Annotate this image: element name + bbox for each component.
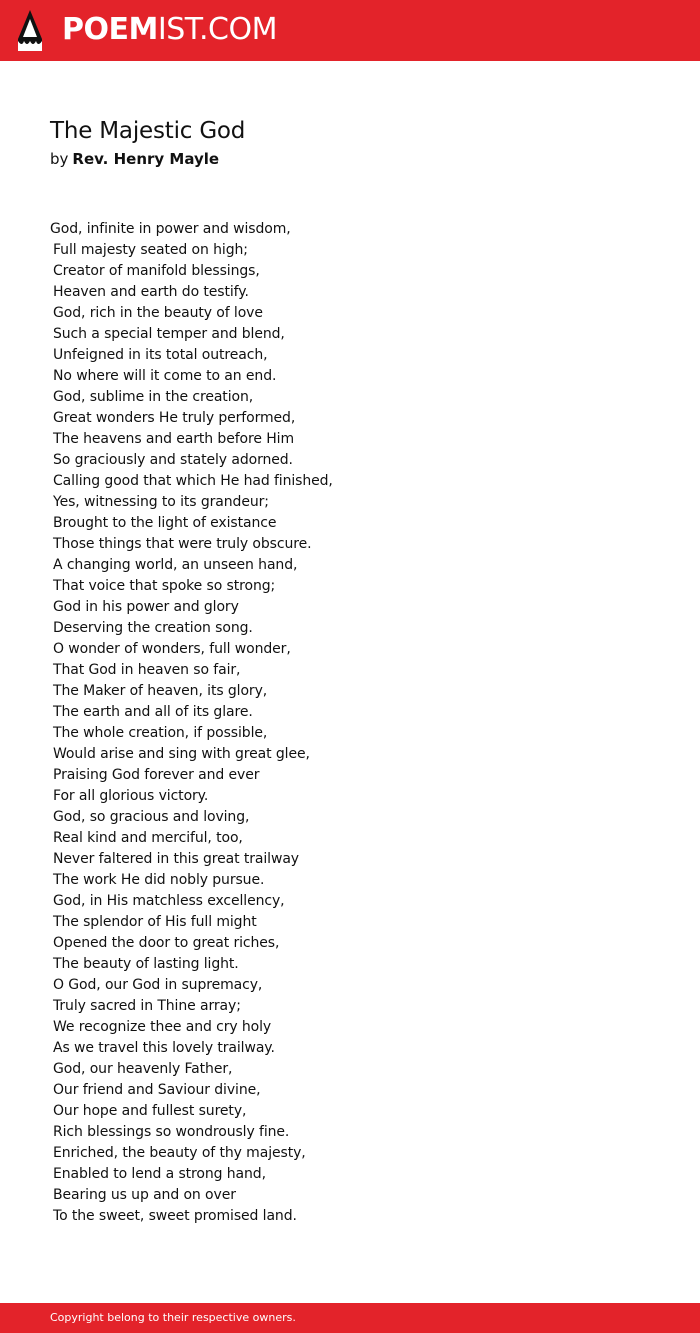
poem-line: Praising God forever and ever — [53, 767, 260, 783]
poem-line: A changing world, an unseen hand, — [53, 557, 298, 573]
poem-line: That voice that spoke so strong; — [53, 578, 276, 594]
by-label: by — [50, 150, 69, 168]
poem-line: Real kind and merciful, too, — [53, 830, 243, 846]
poem-line: Would arise and sing with great glee, — [53, 746, 310, 762]
poem-byline — [50, 148, 219, 170]
poem-line: O God, our God in supremacy, — [53, 977, 263, 993]
poem-line: God, rich in the beauty of love — [53, 305, 263, 321]
poem-line: Great wonders He truly performed, — [53, 410, 296, 426]
poem-line: Brought to the light of existance — [53, 515, 277, 531]
site-footer — [0, 1303, 700, 1333]
site-logo[interactable] — [62, 11, 277, 49]
poem-line: Such a special temper and blend, — [53, 326, 285, 342]
poem-line: The whole creation, if possible, — [53, 725, 268, 741]
poem-line: The beauty of lasting light. — [53, 956, 239, 972]
poem-line: The heavens and earth before Him — [53, 431, 294, 447]
poem-line: Yes, witnessing to its grandeur; — [53, 494, 269, 510]
poem-line: The earth and all of its glare. — [53, 704, 253, 720]
site-header — [0, 0, 700, 61]
poem-line: Full majesty seated on high; — [53, 242, 248, 258]
poem-line: No where will it come to an end. — [53, 368, 277, 384]
poem-line: Enabled to lend a strong hand, — [53, 1166, 266, 1182]
poem-line: The Maker of heaven, its glory, — [53, 683, 268, 699]
poem-line: Our friend and Saviour divine, — [53, 1082, 261, 1098]
poem-line: God, sublime in the creation, — [53, 389, 254, 405]
poem-line: O wonder of wonders, full wonder, — [53, 641, 291, 657]
poem-line: Heaven and earth do testify. — [53, 284, 249, 300]
poem-line: The work He did nobly pursue. — [53, 872, 265, 888]
poem-line: Enriched, the beauty of thy majesty, — [53, 1145, 306, 1161]
poem-line: That God in heaven so fair, — [53, 662, 241, 678]
poem-line: To the sweet, sweet promised land. — [53, 1208, 297, 1224]
copyright-notice: Copyright belong to their respective owners. — [50, 1311, 296, 1324]
poem-line: God, in His matchless excellency, — [53, 893, 285, 909]
poem-line: Opened the door to great riches, — [53, 935, 280, 951]
poem-line: Creator of manifold blessings, — [53, 263, 260, 279]
poem-line: God, so gracious and loving, — [53, 809, 250, 825]
poem-line: God, infinite in power and wisdom, — [50, 221, 291, 237]
poem-line: Unfeigned in its total outreach, — [53, 347, 268, 363]
poem-line: We recognize thee and cry holy — [53, 1019, 272, 1035]
poem-body — [50, 219, 333, 1227]
poem-line: Those things that were truly obscure. — [53, 536, 312, 552]
poem-line: As we travel this lovely trailway. — [53, 1040, 275, 1056]
poem-line: Never faltered in this great trailway — [53, 851, 299, 867]
logo-bold-text: POEM — [62, 12, 158, 47]
poem-author[interactable]: Rev. Henry Mayle — [72, 150, 220, 168]
poem-line: God in his power and glory — [53, 599, 239, 615]
logo-light-text: IST.COM — [157, 12, 277, 47]
poem-title: The Majestic God — [50, 118, 246, 144]
pen-nib-icon[interactable] — [18, 10, 42, 51]
poem-line: Calling good that which He had finished, — [53, 473, 333, 489]
poem-line: Rich blessings so wondrously fine. — [53, 1124, 290, 1140]
poem-line: For all glorious victory. — [53, 788, 209, 804]
poem-line: Our hope and fullest surety, — [53, 1103, 247, 1119]
poem-line: Truly sacred in Thine array; — [53, 998, 241, 1014]
poem-line: Deserving the creation song. — [53, 620, 253, 636]
poem-line: So graciously and stately adorned. — [53, 452, 293, 468]
poem-line: Bearing us up and on over — [53, 1187, 236, 1203]
poem-line: God, our heavenly Father, — [53, 1061, 233, 1077]
poem-line: The splendor of His full might — [53, 914, 257, 930]
